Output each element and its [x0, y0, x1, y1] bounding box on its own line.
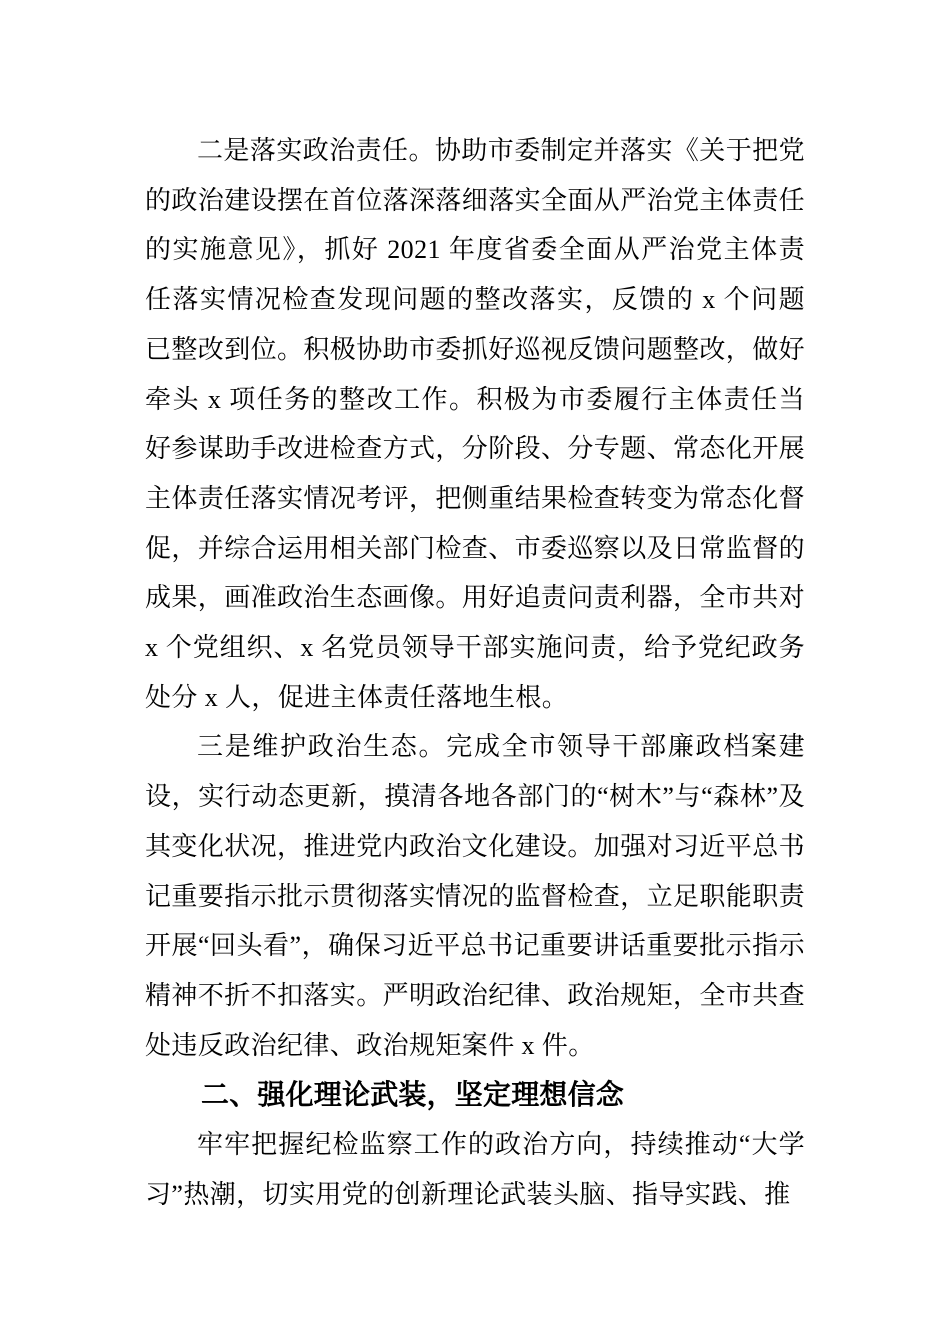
paragraph-maintain-political-ecology: 三是维护政治生态。完成全市领导干部廉政档案建设，实行动态更新，摸清各地各部门的“树木”与“森林”及其变化状况，推进党内政治文化建设。加强对习近平总书记重要指示批示贯彻落实情况的监督检查，立足职能职责开展“回头看”，确保习近平总书记重要讲话重要批示指示精神不折不扣落实。严明政治纪律、政治规矩，全市共查处违反政治纪律、政治规矩案件 x 件。	[145, 732, 806, 1060]
paragraph-grasp-political-direction: 牢牢把握纪检监察工作的政治方向，持续推动“大学习”热潮，切实用党的创新理论武装头脑、指导实践、推	[145, 1130, 805, 1209]
paragraph-implement-political-responsibility: 二是落实政治责任。协助市委制定并落实《关于把党的政治建设摆在首位落深落细落实全面从严治党主体责任的实施意见》，抓好 2021 年度省委全面从严治党主体责任落实情况检查发现问题的整改落实，反馈的 x 个问题已整改到位。积极协助市委抓好巡视反馈问题整改，做好牵头 x 项任务的整改工作。积极为市委履行主体责任当好参谋助手改进检查方式，分阶段、分专题、常态化开展主体责任落实情况考评，把侧重结果检查转变为常态化督促，并综合运用相关部门检查、市委巡察以及日常监督的成果，画准政治生态画像。用好追责问责利器，全市共对 x 个党组织、x 名党员领导干部实施问责，给予党纪政务处分 x 人，促进主体责任落地生根。	[145, 136, 806, 712]
section-heading-strengthen-theory-arming: 二、强化理论武装，坚定理想信念	[201, 1079, 625, 1111]
